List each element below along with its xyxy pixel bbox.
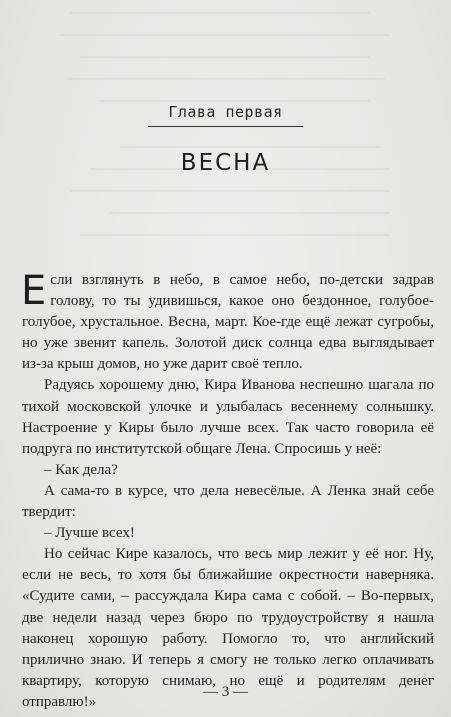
paragraph: – Как дела? [44, 461, 118, 478]
chapter-label: Глава первая [168, 103, 283, 121]
show-through-text [60, 6, 400, 256]
page-number: — 3 — [203, 684, 248, 700]
chapter-body [22, 270, 434, 713]
drop-cap: Е [21, 268, 47, 314]
chapter-rule [148, 126, 303, 127]
first-paragraph-text: сли взглянуть в небо, в самое небо, по-детски задрав голову, то ты удивишься, какое оно бездонное, голубое-голубое, хрустальное. Весна, март. Кое-где ещё лежат сугробы, но уже звенит капель. Золотой диск солнца едва выглядывает из-за крыш домов, но уже дарит своё тепло. [22, 272, 434, 373]
paragraph: А сама-то в курсе, что дела невесёлые. А Ленка знай себе твердит: [22, 482, 434, 521]
paragraph: Радуясь хорошему дню, Кира Иванова неспешно шагала по тихой московской улочке и улыбалась весеннему солнышку. Настроение у Киры было лучше всех. Так часто говорила её подруга по институтской общаге Лена. Спросишь у неё: [22, 377, 434, 457]
chapter-title: ВЕСНА [180, 150, 271, 176]
paragraph: Но сейчас Кире казалось, что весь мир лежит у её ног. Ну, если не весь, то хотя бы ближайшие окрестности наверняка. «Судите сами, – рассуждала Кира сама с собой. – Во-первых, две недели назад через бюро по трудоустройству я нашла наконец хорошую работу. Помогло то, что английский прилично знаю. И теперь я смогу не только легко оплачивать квартиру, которую снимаю, но ещё и родителям денег отправлю!» [22, 546, 434, 710]
first-paragraph [22, 270, 434, 375]
paragraph: – Лучше всех! [44, 525, 135, 542]
